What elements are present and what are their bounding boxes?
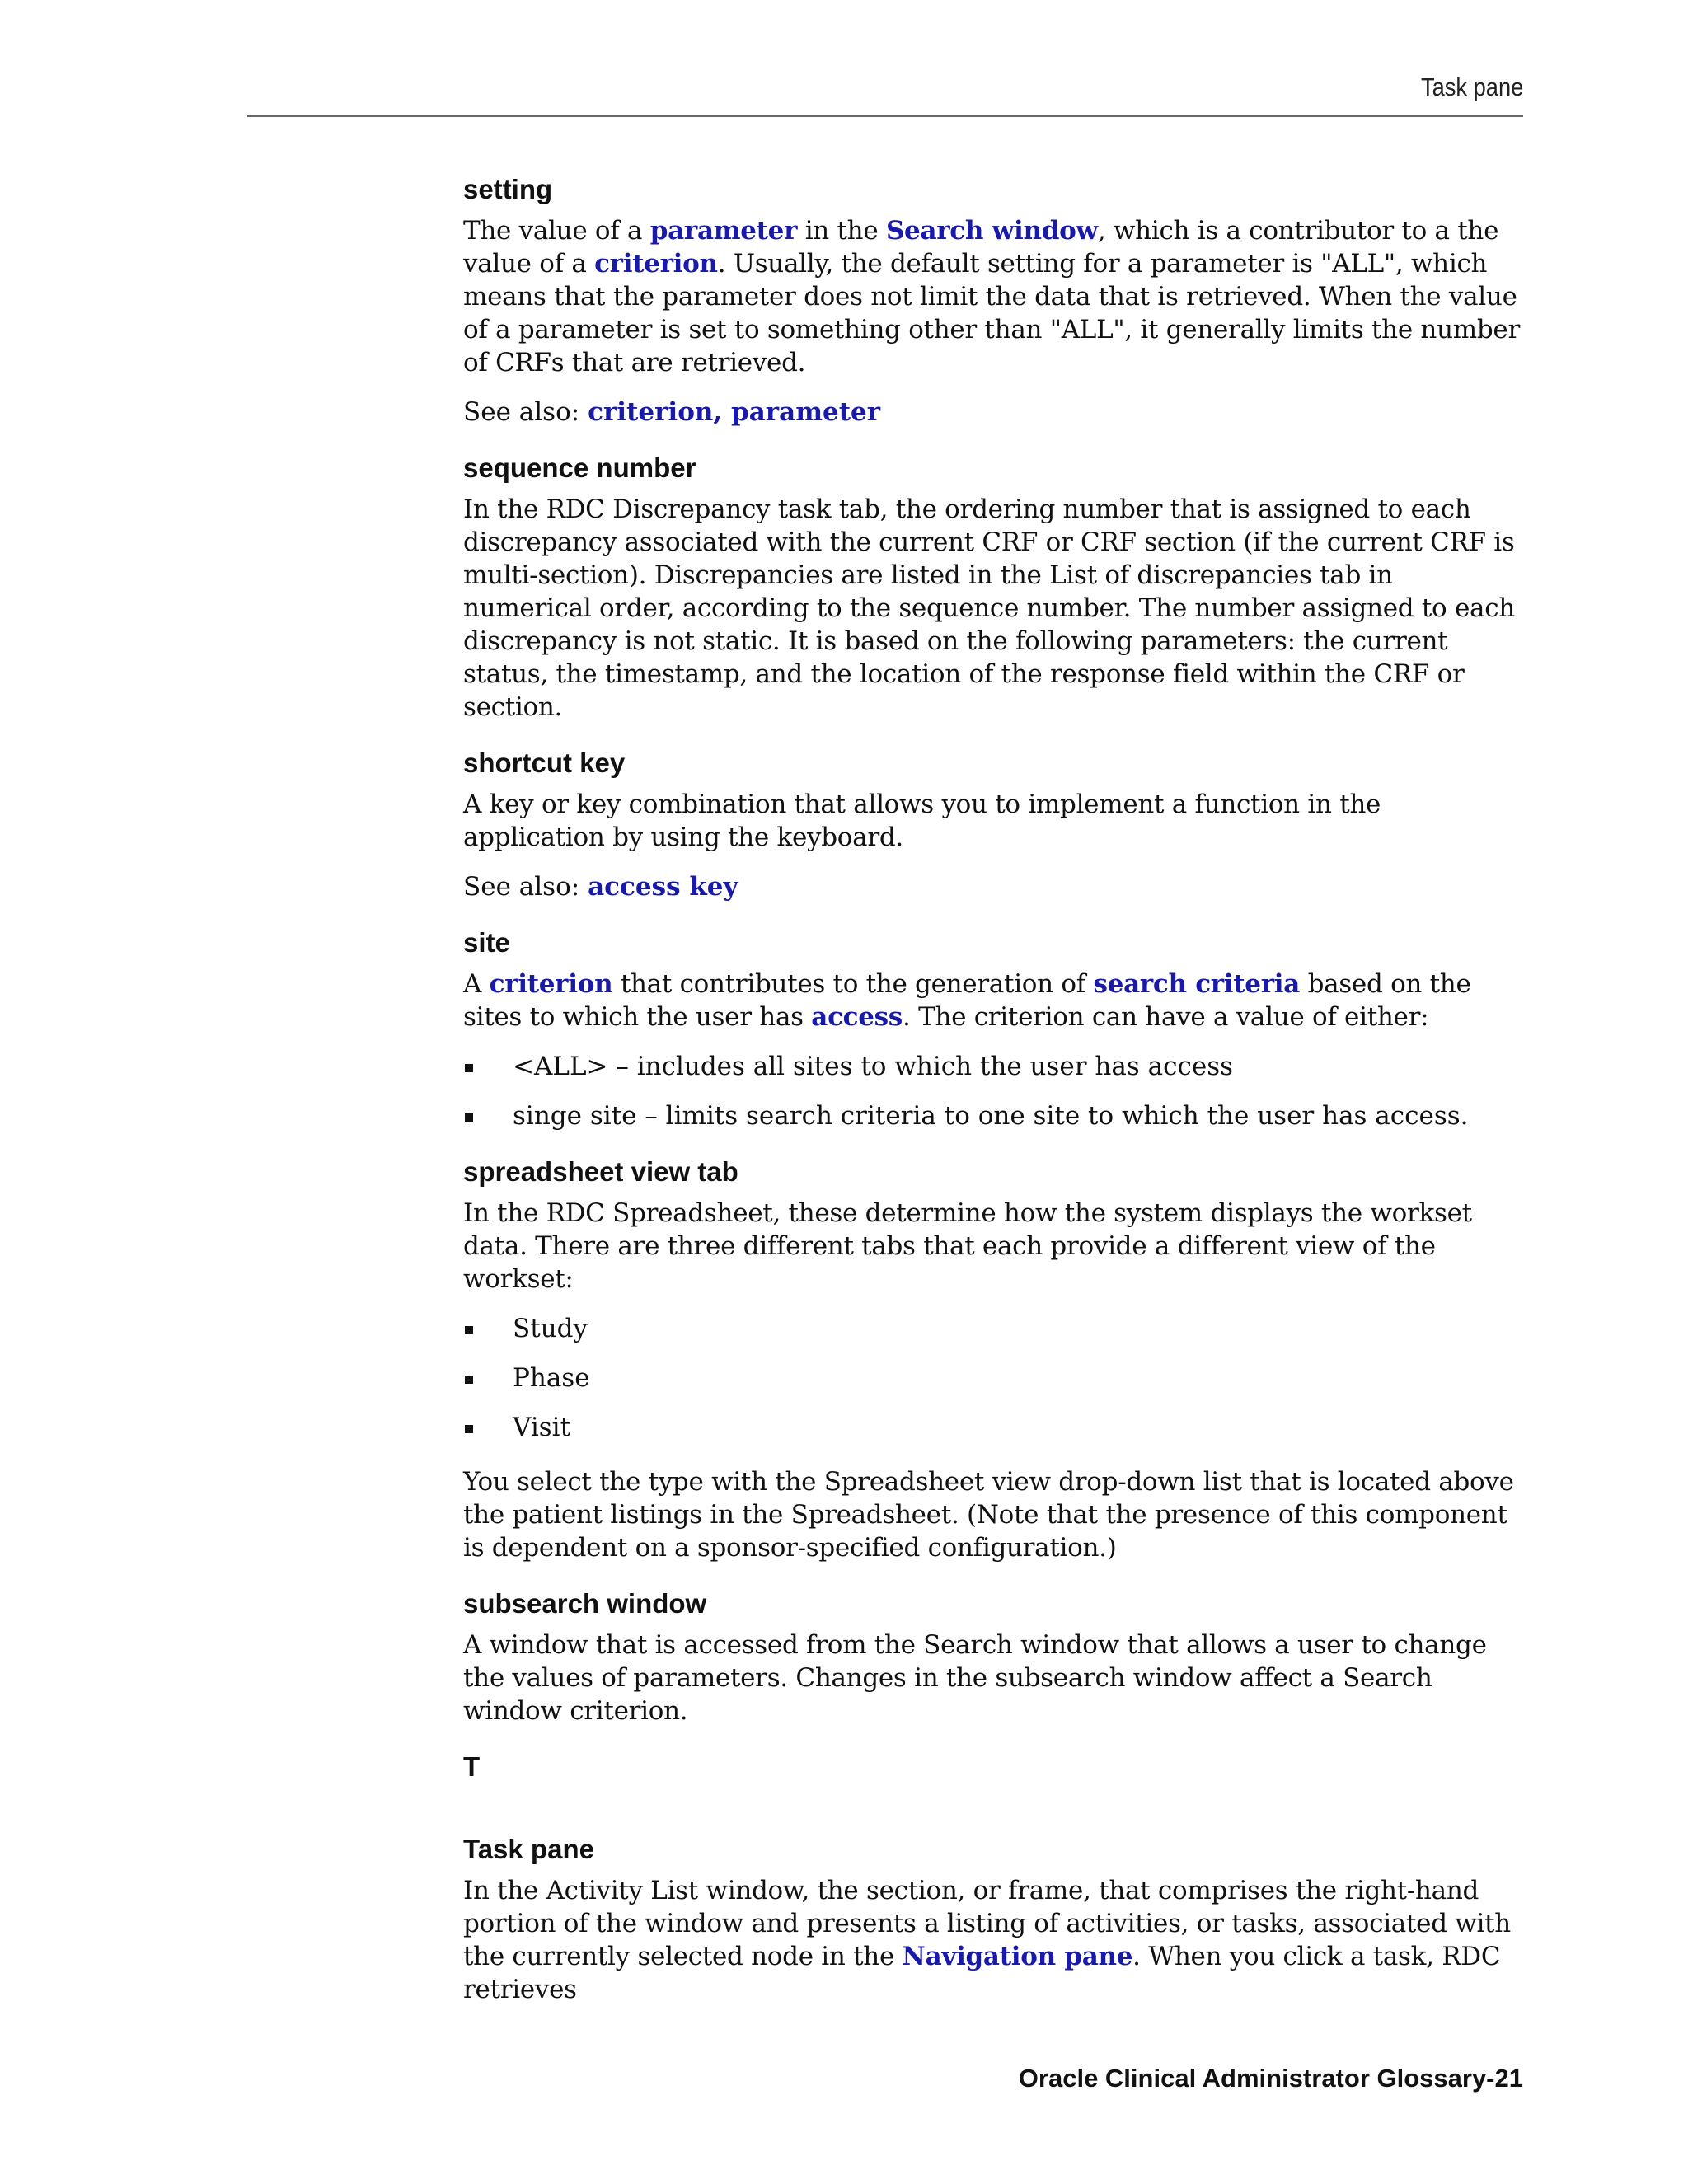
see-also-setting xyxy=(463,396,1526,429)
bullet-list-spreadsheet-views xyxy=(463,1312,1526,1444)
section-spacer xyxy=(463,1792,1526,1831)
list-item-text: Visit xyxy=(513,1413,571,1442)
definition-setting xyxy=(463,214,1526,379)
list-item-text: Study xyxy=(513,1314,588,1343)
see-also-label: See also: xyxy=(463,872,588,902)
running-header-title: Task pane xyxy=(1420,73,1523,101)
text-fragment: that contributes to the generation of xyxy=(612,969,1094,999)
text-fragment: . The criterion can have a value of either: xyxy=(902,1002,1429,1032)
definition-task-pane xyxy=(463,1874,1526,2006)
bullet-square-icon xyxy=(465,1326,473,1334)
bullet-square-icon xyxy=(465,1113,473,1122)
term-shortcut-key: shortcut key xyxy=(463,748,626,778)
list-item-text: singe site – limits search criteria to one site to which the user has access. xyxy=(513,1101,1469,1131)
link-access-key[interactable]: access key xyxy=(588,872,738,902)
definition-spreadsheet-view-tab-continued: You select the type with the Spreadsheet view drop-down list that is located above the patient listings in the Spreadsheet. (Note that the presence of this component is dependent on a sponsor-specified configuration.) xyxy=(463,1467,1514,1563)
text-fragment: , which is a contributor to a the value of a xyxy=(463,216,1499,279)
list-item xyxy=(463,1312,1526,1345)
link-navigation-pane[interactable]: Navigation pane xyxy=(902,1942,1133,1971)
definition-subsearch-window: A window that is accessed from the Search window that allows a user to change the values of parameters. Changes in the subsearch window affect a Search window criterion. xyxy=(463,1630,1487,1726)
text-fragment: A xyxy=(463,969,490,999)
definition-site xyxy=(463,968,1526,1033)
page-footer: Oracle Clinical Administrator Glossary-21 xyxy=(1018,2064,1523,2093)
link-separator: , xyxy=(713,397,732,427)
text-fragment: in the xyxy=(797,216,886,246)
bullet-square-icon xyxy=(465,1425,473,1433)
link-search-criteria[interactable]: search criteria xyxy=(1093,969,1301,999)
list-item xyxy=(463,1411,1526,1444)
term-sequence-number: sequence number xyxy=(463,452,696,483)
term-subsearch-window: subsearch window xyxy=(463,1588,707,1619)
list-item-text: <ALL> – includes all sites to which the user has access xyxy=(513,1052,1234,1081)
link-access[interactable]: access xyxy=(811,1002,903,1032)
list-item xyxy=(463,1050,1526,1083)
section-letter-heading: T xyxy=(463,1751,481,1782)
text-fragment: . Usually, the default setting for a parameter is "ALL", which means that the parameter does not limit the data that is retrieved. When the value of a parameter is set to something other than "ALL", it generally limits the number of CRFs that are retrieved. xyxy=(463,249,1520,377)
list-item-text: Phase xyxy=(513,1363,590,1393)
bullet-square-icon xyxy=(465,1064,473,1072)
glossary-content xyxy=(463,171,1526,2022)
header-rule xyxy=(247,115,1523,117)
bullet-list-site xyxy=(463,1050,1526,1132)
term-site: site xyxy=(463,927,510,958)
bullet-square-icon xyxy=(465,1376,473,1384)
text-fragment: The value of a xyxy=(463,216,650,246)
term-spreadsheet-view-tab: spreadsheet view tab xyxy=(463,1156,738,1187)
definition-shortcut-key: A key or key combination that allows you to implement a function in the application by using the keyboard. xyxy=(463,790,1381,852)
see-also-shortcut-key xyxy=(463,870,1526,903)
definition-sequence-number: In the RDC Discrepancy task tab, the ordering number that is assigned to each discrepancy associated with the current CRF or CRF section (if the current CRF is multi-section). Discrepancies are listed in the List of discrepancies tab in numerical order, according to the sequence number. The number assigned to each discrepancy is not static. It is based on the following parameters: the current status, the timestamp, and the location of the response field within the CRF or section. xyxy=(463,494,1515,722)
text-fragment: . When you click a task, RDC retrieves xyxy=(463,1942,1501,2004)
link-criterion[interactable]: criterion xyxy=(588,397,714,427)
link-parameter[interactable]: parameter xyxy=(649,216,798,246)
text-fragment: based on the sites to which the user has xyxy=(463,969,1471,1032)
link-search-window[interactable]: Search window xyxy=(885,216,1098,246)
list-item xyxy=(463,1099,1526,1132)
link-criterion[interactable]: criterion xyxy=(489,969,613,999)
term-task-pane: Task pane xyxy=(463,1834,594,1864)
list-item xyxy=(463,1361,1526,1394)
see-also-label: See also: xyxy=(463,397,588,427)
link-criterion[interactable]: criterion xyxy=(594,249,718,279)
term-setting: setting xyxy=(463,174,553,204)
link-parameter[interactable]: parameter xyxy=(731,397,881,427)
definition-spreadsheet-view-tab: In the RDC Spreadsheet, these determine how the system displays the workset data. There are three different tabs that each provide a different view of the workset: xyxy=(463,1198,1472,1294)
text-fragment: In the Activity List window, the section, or frame, that comprises the right-hand portion of the window and presents a listing of activities, or tasks, associated with the currently selected node in the xyxy=(463,1876,1511,1971)
